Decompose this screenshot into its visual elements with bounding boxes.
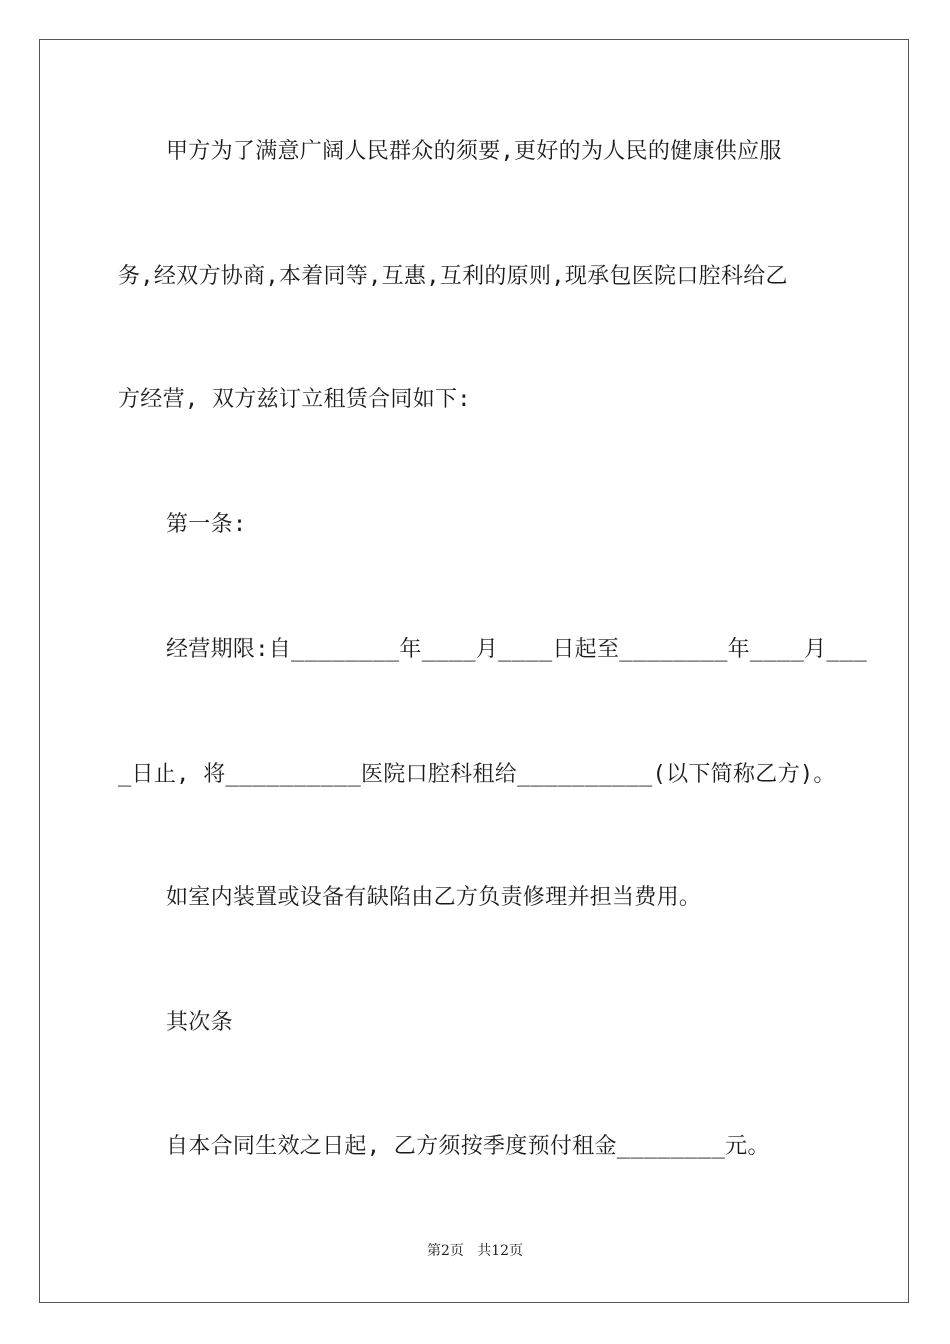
paragraph-line-3: 方经营, 双方兹订立租赁合同如下: [118,387,471,412]
paragraph-line-2: 务,经双方协商,本着同等,互惠,互利的原则,现承包医院口腔科给乙 [118,264,788,289]
article-one-heading: 第一条: [166,512,247,537]
page-number-footer: 第2页 共12页 [426,1243,524,1259]
term-line-1: 经营期限:自________年____月____日起至________年____月___ [166,637,868,662]
term-line-2: _日止, 将__________医院口腔科租给__________(以下简称乙方)。 [118,762,836,787]
rent-clause: 自本合同生效之日起, 乙方须按季度预付租金________元。 [166,1134,770,1159]
article-two-heading: 其次条 [166,1010,233,1035]
repair-clause: 如室内装置或设备有缺陷由乙方负责修理并担当费用。 [166,885,702,910]
paragraph-line-1: 甲方为了满意广阔人民群众的须要,更好的为人民的健康供应服 [166,139,782,164]
document-page [39,39,909,1303]
